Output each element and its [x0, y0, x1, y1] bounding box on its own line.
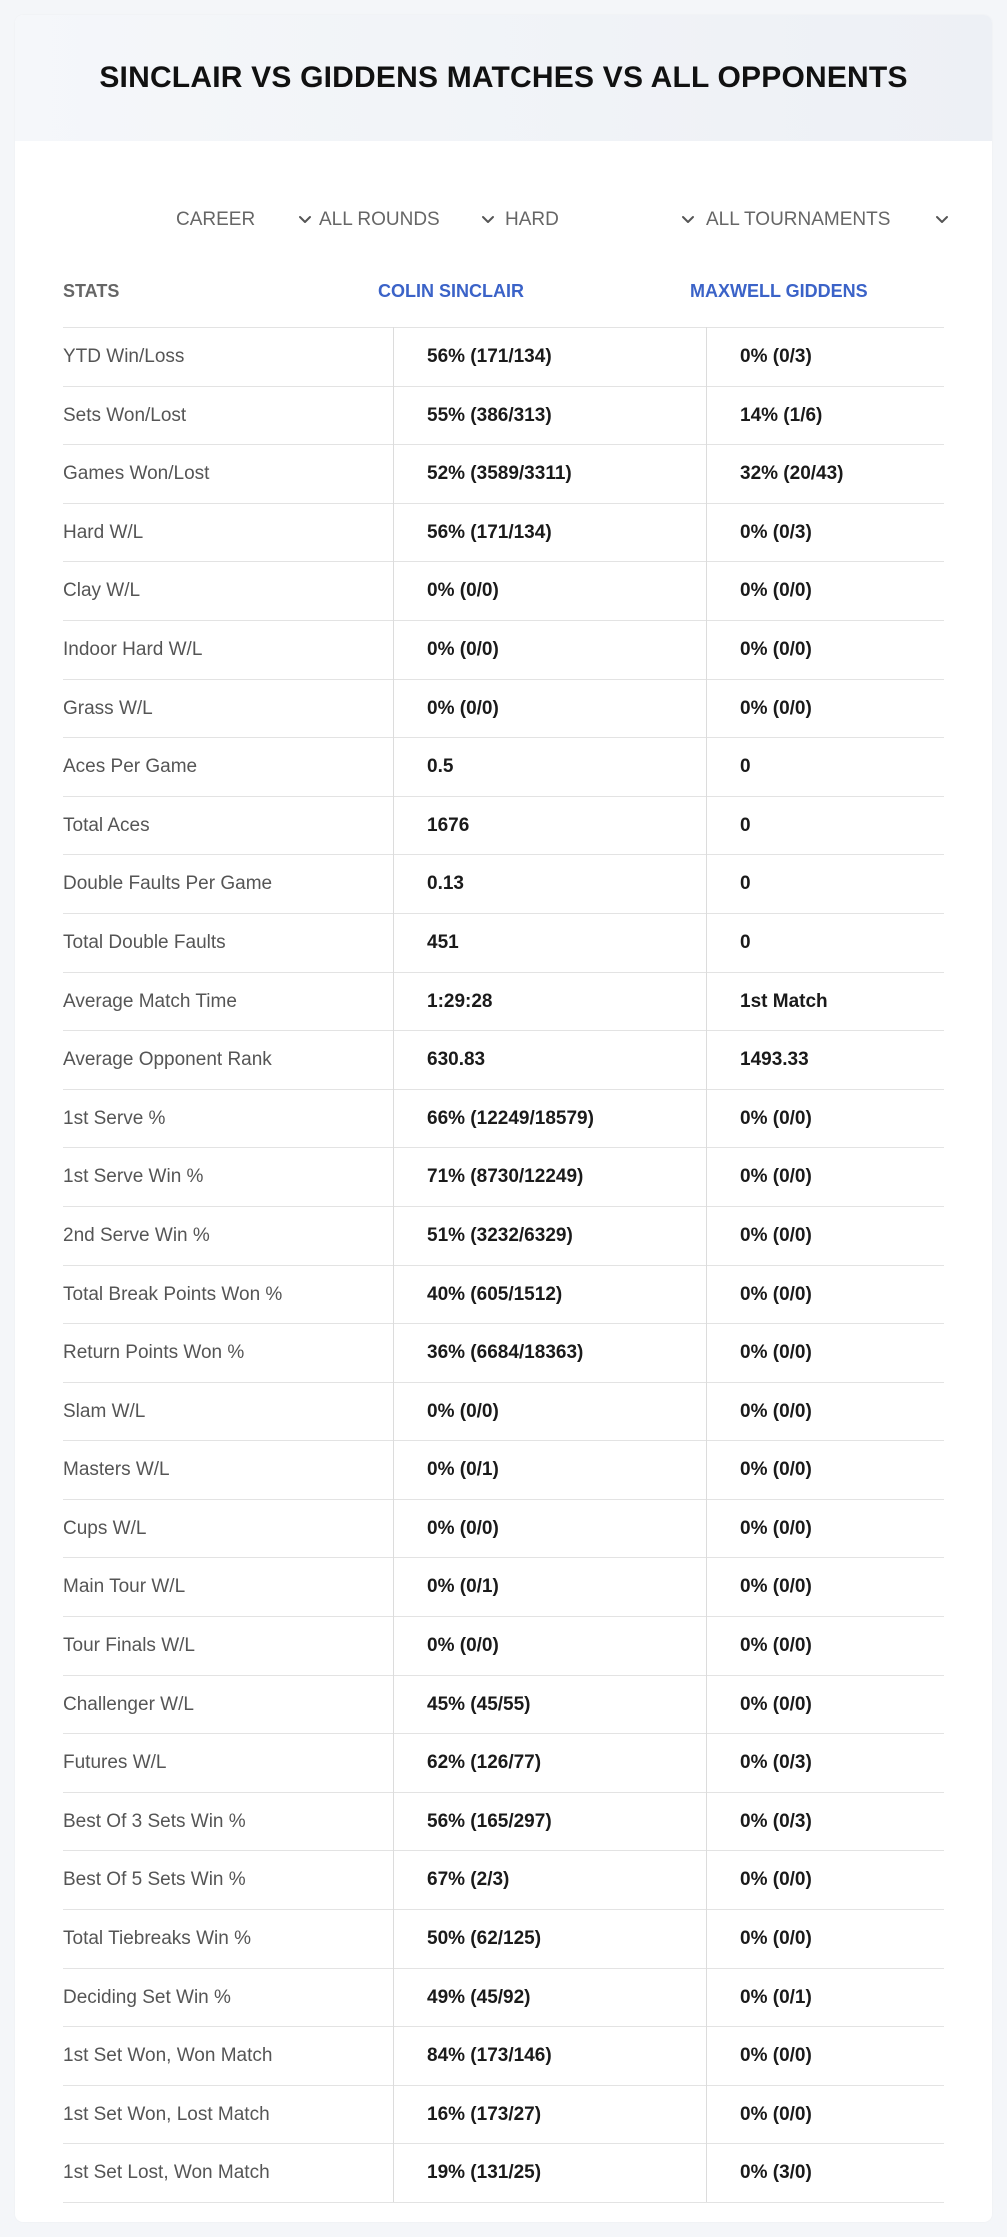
player1-stat-value: 19% (131/25) [427, 2162, 542, 2184]
stat-label: 1st Set Lost, Won Match [63, 2162, 270, 2184]
player2-stat-value: 0% (0/3) [740, 346, 812, 367]
player1-stat-value: 0% (0/1) [427, 1459, 499, 1481]
tournaments-dropdown-value: ALL TOURNAMENTS [706, 209, 891, 230]
chevron-down-icon [477, 209, 499, 231]
column-divider [393, 327, 394, 2202]
stats-card [15, 15, 992, 2222]
player2-stat-value: 0% (0/0) [740, 1928, 812, 1950]
player1-stat-value: 1676 [427, 814, 470, 836]
stat-label: Hard W/L [63, 521, 144, 543]
player2-stat-value: 0 [740, 814, 751, 836]
stat-label: 1st Set Won, Won Match [63, 2045, 273, 2067]
player2-stat-value: 0 [740, 931, 751, 953]
table-row [63, 562, 944, 621]
player2-stat-value: 0% (0/3) [740, 521, 812, 543]
page-header [15, 15, 992, 141]
page-title: SINCLAIR VS GIDDENS MATCHES VS ALL OPPONENTS [99, 61, 908, 94]
stat-label: Tour Finals W/L [63, 1635, 195, 1657]
table-row [63, 973, 944, 1032]
table-row [63, 1969, 944, 2028]
table-header [63, 255, 944, 328]
table-row [63, 1324, 944, 1383]
player2-stat-value: 32% (20/43) [740, 463, 844, 485]
table-row [63, 1266, 944, 1325]
player1-stat-value: 0% (0/0) [427, 580, 499, 602]
player2-stat-value: 0% (0/0) [740, 638, 812, 660]
stat-label: Grass W/L [63, 697, 153, 719]
table-row [63, 1734, 944, 1793]
stat-label: Best Of 5 Sets Win % [63, 1869, 246, 1891]
player1-stat-value: 84% (173/146) [427, 2045, 552, 2067]
player2-stat-value: 0% (0/0) [740, 2103, 812, 2125]
player1-stat-value: 56% (171/134) [427, 521, 552, 543]
column-divider [706, 327, 707, 2202]
stats-rows [63, 328, 944, 2203]
period-dropdown-value: CAREER [176, 209, 256, 230]
player2-stat-value: 0% (0/0) [740, 1400, 812, 1422]
chevron-down-icon [294, 209, 316, 231]
player1-stat-value: 0.13 [427, 873, 464, 895]
stat-label: Total Double Faults [63, 931, 226, 953]
stat-label: Return Points Won % [63, 1342, 245, 1364]
player1-stat-value: 56% (171/134) [427, 346, 552, 367]
stat-label: Masters W/L [63, 1459, 170, 1481]
player1-stat-value: 0% (0/0) [427, 697, 499, 719]
chevron-down-icon [677, 209, 699, 231]
table-row [63, 1441, 944, 1500]
player1-stat-value: 50% (62/125) [427, 1928, 542, 1950]
player1-stat-value: 71% (8730/12249) [427, 1166, 584, 1188]
table-row [63, 328, 944, 387]
player1-stat-value: 51% (3232/6329) [427, 1224, 573, 1246]
period-dropdown[interactable] [176, 190, 316, 250]
player2-stat-value: 0% (0/0) [740, 1166, 812, 1188]
player2-stat-value: 0% (0/0) [740, 1224, 812, 1246]
stat-label: Sets Won/Lost [63, 404, 187, 426]
player1-stat-value: 40% (605/1512) [427, 1283, 563, 1305]
table-row [63, 680, 944, 739]
player1-name-link[interactable]: COLIN SINCLAIR [378, 280, 524, 301]
table-row [63, 1031, 944, 1090]
player2-stat-value: 0% (0/0) [740, 1869, 812, 1891]
stat-label: Indoor Hard W/L [63, 638, 203, 660]
player1-stat-value: 67% (2/3) [427, 1869, 510, 1891]
tournaments-dropdown[interactable] [706, 190, 956, 250]
player1-stat-value: 1:29:28 [427, 990, 493, 1012]
player2-stat-value: 1st Match [740, 990, 828, 1012]
player1-stat-value: 52% (3589/3311) [427, 463, 572, 485]
table-row [63, 1383, 944, 1442]
player2-stat-value: 0% (0/0) [740, 1459, 812, 1481]
stat-label: Average Match Time [63, 990, 237, 1012]
player1-stat-value: 0% (0/1) [427, 1576, 499, 1598]
table-row [63, 1090, 944, 1149]
stat-label: Main Tour W/L [63, 1576, 186, 1598]
stat-label: Deciding Set Win % [63, 1986, 231, 2008]
player1-stat-value: 0% (0/0) [427, 638, 499, 660]
player2-stat-value: 0 [740, 873, 751, 895]
player2-stat-value: 0% (3/0) [740, 2162, 812, 2184]
stat-label: Clay W/L [63, 580, 141, 602]
stat-label: 1st Serve % [63, 1107, 166, 1129]
player1-stat-value: 451 [427, 931, 459, 953]
filter-bar [15, 190, 992, 250]
player1-stat-value: 0.5 [427, 756, 454, 778]
player1-stat-value: 630.83 [427, 1049, 486, 1071]
player1-stat-value: 0% (0/0) [427, 1517, 499, 1539]
player2-stat-value: 0% (0/3) [740, 1752, 812, 1774]
rounds-dropdown[interactable] [319, 190, 499, 250]
player2-stat-value: 0% (0/0) [740, 1107, 812, 1129]
player2-stat-value: 0% (0/0) [740, 1342, 812, 1364]
player2-stat-value: 0% (0/0) [740, 2045, 812, 2067]
player2-stat-value: 0% (0/0) [740, 1635, 812, 1657]
player1-stat-value: 0% (0/0) [427, 1400, 499, 1422]
surface-dropdown[interactable] [505, 190, 705, 250]
stats-table [63, 255, 944, 2203]
player1-stat-value: 49% (45/92) [427, 1986, 531, 2008]
table-row [63, 1558, 944, 1617]
player2-stat-value: 0% (0/3) [740, 1810, 812, 1832]
player2-stat-value: 0% (0/0) [740, 1576, 812, 1598]
player2-stat-value: 0% (0/0) [740, 1693, 812, 1715]
table-row [63, 1793, 944, 1852]
stat-label: Games Won/Lost [63, 463, 210, 485]
stat-label: Double Faults Per Game [63, 873, 273, 895]
table-row [63, 1851, 944, 1910]
stat-label: 2nd Serve Win % [63, 1224, 210, 1246]
table-row [63, 445, 944, 504]
table-row [63, 855, 944, 914]
player1-stat-value: 66% (12249/18579) [427, 1107, 594, 1129]
stat-label: Challenger W/L [63, 1693, 194, 1715]
stat-label: Total Break Points Won % [63, 1283, 283, 1305]
player1-stat-value: 45% (45/55) [427, 1693, 531, 1715]
stats-column-header: STATS [63, 280, 120, 301]
chevron-down-icon [931, 209, 953, 231]
table-row [63, 1148, 944, 1207]
stat-label: Total Aces [63, 814, 150, 836]
table-row [63, 621, 944, 680]
table-row [63, 1676, 944, 1735]
stat-label: YTD Win/Loss [63, 346, 185, 367]
player1-stat-value: 62% (126/77) [427, 1752, 542, 1774]
player1-stat-value: 36% (6684/18363) [427, 1342, 584, 1364]
stat-label: Futures W/L [63, 1752, 167, 1774]
player2-stat-value: 1493.33 [740, 1049, 809, 1071]
surface-dropdown-value: HARD [505, 209, 559, 230]
stat-label: Slam W/L [63, 1400, 146, 1422]
player2-stat-value: 0% (0/1) [740, 1986, 812, 2008]
stat-label: Cups W/L [63, 1517, 147, 1539]
stat-label: Best Of 3 Sets Win % [63, 1810, 246, 1832]
stat-label: Total Tiebreaks Win % [63, 1928, 251, 1950]
player1-stat-value: 55% (386/313) [427, 404, 552, 426]
rounds-dropdown-value: ALL ROUNDS [319, 209, 440, 230]
player1-stat-value: 16% (173/27) [427, 2103, 542, 2125]
player1-stat-value: 0% (0/0) [427, 1635, 499, 1657]
table-row [63, 797, 944, 856]
table-row [63, 504, 944, 563]
stat-label: 1st Serve Win % [63, 1166, 204, 1188]
table-row [63, 914, 944, 973]
player2-stat-value: 0 [740, 756, 751, 778]
player2-name-link[interactable]: MAXWELL GIDDENS [690, 280, 868, 301]
table-row [63, 1500, 944, 1559]
player2-stat-value: 14% (1/6) [740, 404, 823, 426]
table-row [63, 387, 944, 446]
table-row [63, 2144, 944, 2203]
stat-label: 1st Set Won, Lost Match [63, 2103, 270, 2125]
player1-stat-value: 56% (165/297) [427, 1810, 552, 1832]
table-row [63, 1617, 944, 1676]
player2-stat-value: 0% (0/0) [740, 1517, 812, 1539]
player2-stat-value: 0% (0/0) [740, 697, 812, 719]
player2-stat-value: 0% (0/0) [740, 1283, 812, 1305]
table-row [63, 2086, 944, 2145]
stat-label: Average Opponent Rank [63, 1049, 272, 1071]
table-row [63, 1207, 944, 1266]
table-row [63, 738, 944, 797]
table-row [63, 1910, 944, 1969]
table-row [63, 2027, 944, 2086]
stat-label: Aces Per Game [63, 756, 198, 778]
player2-stat-value: 0% (0/0) [740, 580, 812, 602]
